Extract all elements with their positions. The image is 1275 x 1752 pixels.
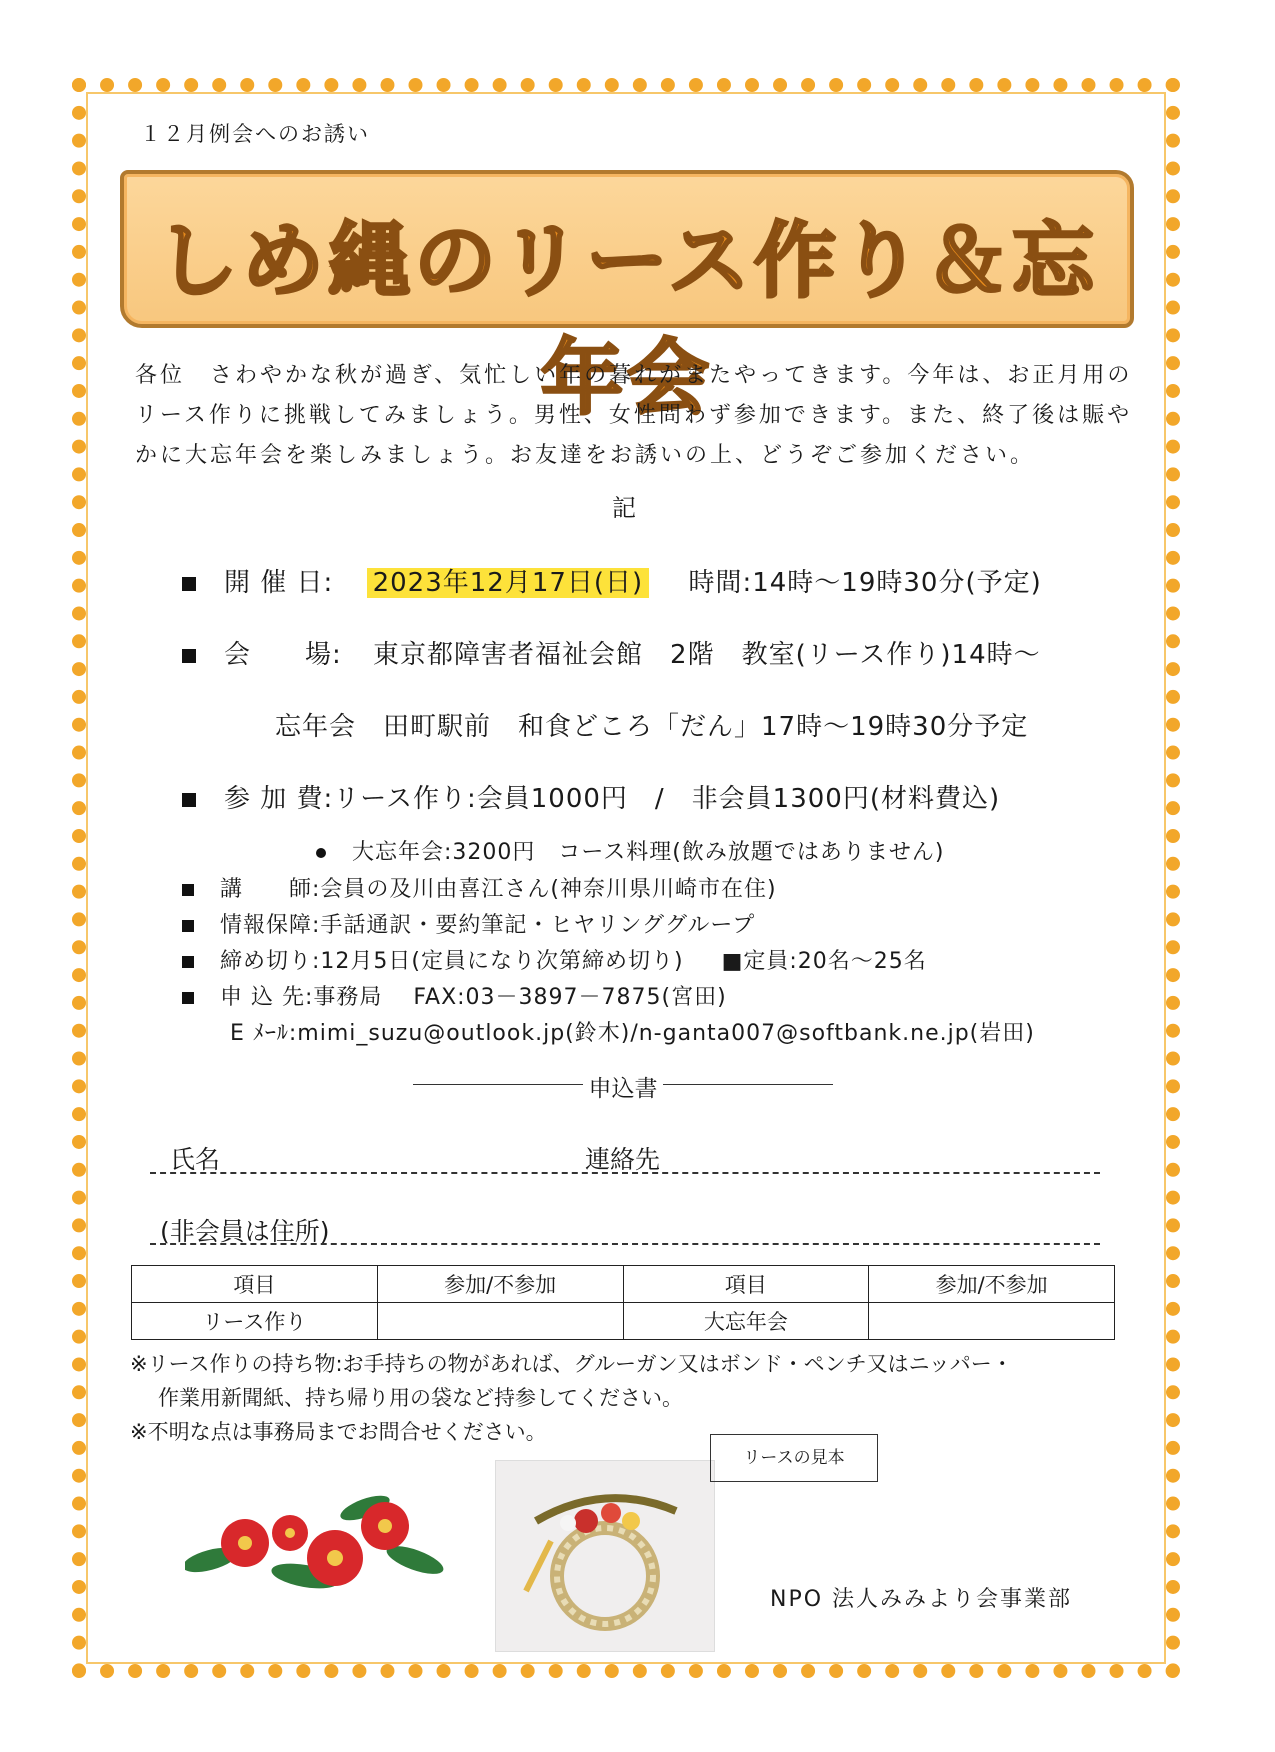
bullet-square xyxy=(182,956,194,968)
name-label: 氏名 xyxy=(170,1145,221,1174)
wreath-image xyxy=(496,1461,714,1651)
divider-right xyxy=(663,1084,833,1085)
invite-line: １２月例会へのお誘い xyxy=(140,122,370,146)
date-row xyxy=(182,562,1042,599)
table-header-row xyxy=(132,1266,1115,1303)
instructor-row xyxy=(182,872,777,903)
wreath-photo xyxy=(495,1460,715,1652)
divider-left xyxy=(413,1084,583,1085)
fee-value: リース作り:会員1000円 / 非会員1300円(材料費込) xyxy=(333,784,1001,814)
support-row xyxy=(182,908,755,939)
table-header: 参加/不参加 xyxy=(869,1266,1115,1303)
time-value: 時間:14時～19時30分(予定) xyxy=(688,568,1042,598)
table-row xyxy=(132,1303,1115,1340)
fee-label: 参 加 費: xyxy=(224,784,334,814)
apply-text: 申 込 先:事務局 FAX:03－3897－7875(宮田) xyxy=(220,985,727,1010)
name-underline[interactable] xyxy=(150,1172,1100,1174)
table-cell-item: 大忘年会 xyxy=(623,1303,869,1340)
support-text: 情報保障:手話通訳・要約筆記・ヒヤリンググループ xyxy=(220,913,756,938)
form-heading: 申込書 xyxy=(588,1076,658,1102)
bullet-square xyxy=(182,793,196,807)
organization-footer: NPO 法人みみより会事業部 xyxy=(770,1587,1073,1612)
table-cell-attendance[interactable] xyxy=(869,1303,1115,1340)
capacity-text: ■定員:20名～25名 xyxy=(721,949,927,974)
items-note-2: 作業用新聞紙、持ち帰り用の袋など持参してください。 xyxy=(158,1386,683,1410)
apply-row xyxy=(182,980,727,1011)
bullet-square xyxy=(182,649,196,663)
address-label: (非会員は住所) xyxy=(160,1217,330,1246)
ki-heading: 記 xyxy=(612,494,636,522)
inquiry-note: ※不明な点は事務局までお問合せください。 xyxy=(130,1420,547,1444)
bullet-dot xyxy=(316,848,326,858)
application-table xyxy=(131,1265,1115,1340)
bullet-square xyxy=(182,577,196,591)
form-heading-row xyxy=(413,1070,833,1100)
party-row xyxy=(316,835,944,866)
venue-label: 会 場: xyxy=(224,640,342,670)
deadline-row xyxy=(182,944,927,975)
table-cell-attendance[interactable] xyxy=(377,1303,623,1340)
bullet-square xyxy=(182,992,194,1004)
page-title: しめ縄のリース作り＆忘年会 xyxy=(156,214,1098,426)
sample-label: リースの見本 xyxy=(710,1434,878,1482)
date-value: 2023年12月17日(日) xyxy=(367,568,650,598)
instructor-text: 講 師:会員の及川由喜江さん(神奈川県川崎市在住) xyxy=(220,877,777,902)
intro-text: 各位 さわやかな秋が過ぎ、気忙しい年の暮れがまたやってきます。今年は、お正月用のリース作りに挑戦してみましょう。男性、女性問わず参加できます。また、終了後は賑やかに大忘年会を楽しみましょう。お友達をお誘いの上、どうぞご参加ください。 xyxy=(135,363,1133,468)
venue-row xyxy=(182,634,1041,671)
email-text: E ﾒｰﾙ:mimi_suzu@outlook.jp(鈴木)/n-ganta007@softbank.ne.jp(岩田) xyxy=(230,1021,1035,1046)
address-underline[interactable] xyxy=(150,1243,1100,1245)
table-cell-item: リース作り xyxy=(132,1303,378,1340)
date-label: 開 催 日: xyxy=(224,568,334,598)
deadline-text: 締め切り:12月5日(定員になり次第締め切り) xyxy=(220,949,684,974)
contact-label: 連絡先 xyxy=(585,1145,661,1174)
camellia-illustration xyxy=(185,1488,445,1608)
table-header: 参加/不参加 xyxy=(377,1266,623,1303)
bullet-square xyxy=(182,920,194,932)
venue-value: 東京都障害者福祉会館 2階 教室(リース作り)14時～ xyxy=(373,640,1041,670)
fee-row xyxy=(182,778,1000,815)
items-note-1: ※リース作りの持ち物:お手持ちの物があれば、グルーガン又はボンド・ペンチ又はニッパー・ xyxy=(130,1352,1013,1376)
venue-second: 忘年会 田町駅前 和食どころ「だん」17時～19時30分予定 xyxy=(275,712,1029,742)
table-header: 項目 xyxy=(132,1266,378,1303)
party-fee: 大忘年会:3200円 コース料理(飲み放題ではありません) xyxy=(352,840,945,865)
table-header: 項目 xyxy=(623,1266,869,1303)
bullet-square xyxy=(182,884,194,896)
